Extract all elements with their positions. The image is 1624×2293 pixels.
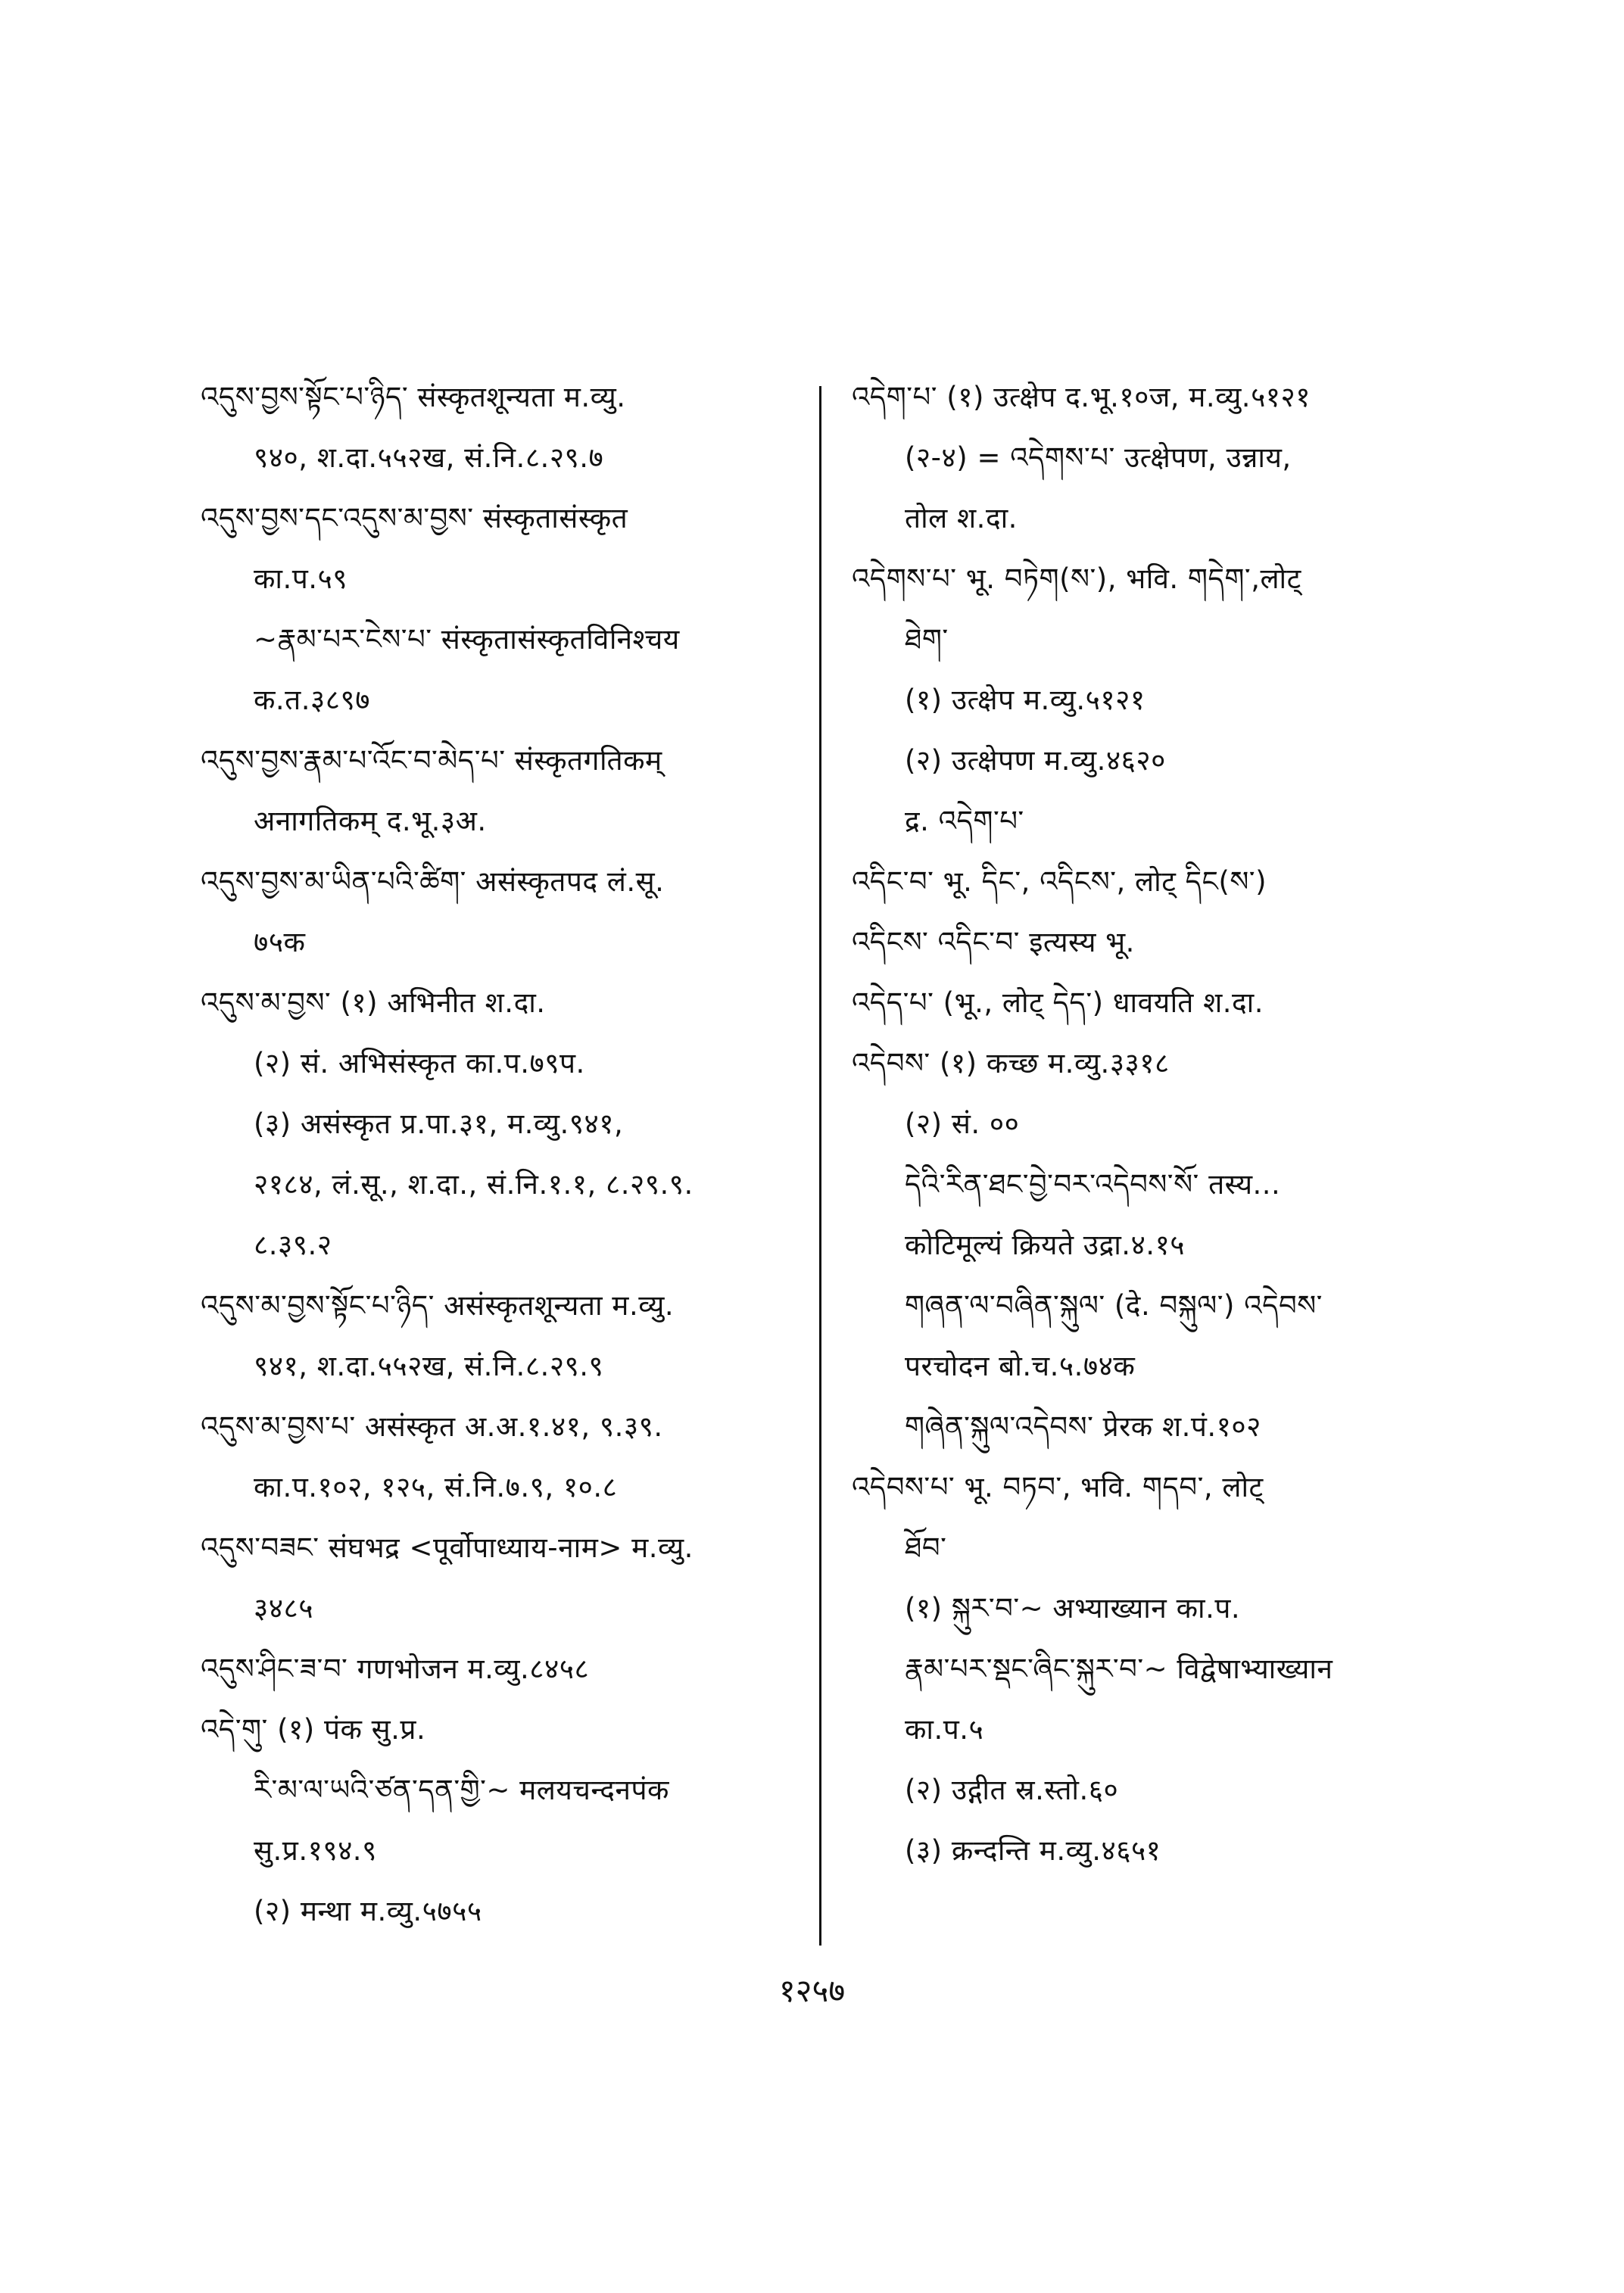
- entry-subline: का.प.१०२, १२५, सं.नि.७.९, १०.८: [254, 1471, 618, 1503]
- entry-headword-line: འདེད་པ་ (भू., लोट् དེད་) धावयति श.दा.: [852, 986, 1264, 1019]
- page-number: १२५७: [778, 1972, 846, 2009]
- entry-subline: ९४१, श.दा.५५२ख, सं.नि.८.२९.९: [254, 1350, 604, 1382]
- left-column: [201, 379, 799, 1953]
- entry-subline: ३४८५: [254, 1592, 313, 1625]
- entry-subline: (२-४) = འདེགས་པ་ उत्क्षेपण, उन्नाय,: [905, 441, 1292, 474]
- entry-headword-line: འདིངས་ འདིང་བ་ इत्यस्य भू.: [852, 926, 1135, 958]
- entry-subline: གཞེན་སྐུལ་འདེབས་ प्रेरक श.पं.१०२: [905, 1410, 1261, 1443]
- entry-subline: परचोदन बो.च.५.७४क: [905, 1350, 1136, 1382]
- entry-headword-line: འདེགས་པ་ भू. བཏེག(ས་), भवि. གདེག་,लोट्: [852, 562, 1301, 595]
- entry-headword-line: འདུས་མ་བྱས་སྟོང་པ་ཉིད་ असंस्कृतशून्यता म.व्यु.: [201, 1289, 675, 1322]
- entry-headword-line: འདུས་མ་བྱས་པ་ असंस्कृत अ.अ.१.४१, ९.३९.: [201, 1410, 663, 1443]
- entry-subline: གཞན་ལ་བཞིན་སྐུལ་ (दे. བསྐུལ་) འདེབས་: [905, 1289, 1323, 1322]
- column-divider: [819, 386, 821, 1946]
- entry-subline: ८.३९.२: [254, 1229, 332, 1261]
- entry-subline: २१८४, लं.सू., श.दा., सं.नि.१.१, ८.२९.९.: [254, 1168, 694, 1201]
- entry-headword-line: འདིང་བ་ भू. དིང་, འདིངས་, लोट् དིང(ས་): [852, 865, 1267, 898]
- entry-headword-line: འདུས་བཟང་ संघभद्र <पूर्वोपाध्याय-नाम> म.व्यु.: [201, 1531, 694, 1564]
- entry-headword-line: འདུས་མ་བྱས་ (१) अभिनीत श.दा.: [201, 986, 546, 1019]
- entry-headword-line: འདུས་བྱས་རྣམ་པ་འོང་བ་མེད་པ་ संस्कृतगतिकम्: [201, 744, 662, 777]
- entry-subline: क.त.३८९७: [254, 684, 370, 716]
- entry-headword-line: འདེ་གུ་ (१) पंक सु.प्र.: [201, 1713, 426, 1746]
- entry-subline: (३) क्रन्दन्ति म.व्यु.४६५१: [905, 1834, 1161, 1867]
- entry-subline: (२) सं. अभिसंस्कृत का.प.७९प.: [254, 1047, 585, 1080]
- entry-subline: सु.प्र.१९४.९: [254, 1834, 377, 1867]
- entry-subline: (२) उत्क्षेपण म.व्यु.४६२०: [905, 744, 1166, 777]
- entry-subline: (१) སྐུར་བ་~ अभ्याख्यान का.प.: [905, 1592, 1241, 1625]
- entry-headword-line: འདེབས་པ་ भू. བཏབ་, भवि. གདབ་, लोट्: [852, 1471, 1264, 1503]
- right-column: [852, 379, 1442, 1893]
- entry-subline: ཐོབ་: [905, 1531, 947, 1564]
- entry-headword-line: འདུས་བྱས་སྟོང་པ་ཉིད་ संस्कृतशून्यता म.व्यु.: [201, 381, 626, 413]
- entry-subline: (२) उद्गीत स्र.स्तो.६०: [905, 1774, 1119, 1806]
- entry-headword-line: འདེག་པ་ (१) उत्क्षेप द.भू.१०ज, म.व्यु.५१२१: [852, 381, 1311, 413]
- entry-subline: अनागतिकम् द.भू.३अ.: [254, 805, 487, 837]
- entry-headword-line: འདེབས་ (१) कच्छ म.व्यु.३३१८: [852, 1047, 1170, 1080]
- entry-subline: कोटिमूल्यं क्रियते उद्रा.४.१५: [905, 1229, 1186, 1261]
- entry-subline: द्र. འདེག་པ་: [905, 805, 1024, 837]
- entry-subline: (२) सं. ००: [905, 1108, 1020, 1140]
- entry-headword-line: འདུས་ཤིང་ཟ་བ་ गणभोजन म.व्यु.८४५८: [201, 1653, 590, 1685]
- entry-subline: (३) असंस्कृत प्र.पा.३१, म.व्यु.९४१,: [254, 1108, 624, 1140]
- entry-subline: དེའི་རིན་ཐང་བྱེ་བར་འདེབས་སོ་ तस्य...: [905, 1168, 1281, 1201]
- entry-subline: ~རྣམ་པར་ངེས་པ་ संस्कृतासंस्कृतविनिश्चय: [254, 623, 680, 656]
- entry-subline: ཐེག་: [905, 623, 949, 656]
- entry-subline: (२) मन्था म.व्यु.५७५५: [254, 1895, 482, 1927]
- entry-headword-line: འདུས་བྱས་མ་ཡིན་པའི་ཚིག་ असंस्कृतपद लं.सू.: [201, 865, 665, 898]
- entry-subline: རྣམ་པར་སྡང་ཞིང་སྐུར་བ་~ विद्वेषाभ्याख्यान: [905, 1653, 1333, 1685]
- entry-headword-line: འདུས་བྱས་དང་འདུས་མ་བྱས་ संस्कृतासंस्कृत: [201, 502, 628, 534]
- entry-subline: (१) उत्क्षेप म.व्यु.५१२१: [905, 684, 1146, 716]
- entry-subline: རི་མ་ལ་ཡའི་ཙན་དན་གྱི་~ मलयचन्दनपंक: [254, 1774, 669, 1806]
- entry-subline: ९४०, श.दा.५५२ख, सं.नि.८.२९.७: [254, 441, 604, 474]
- entry-subline: तोल श.दा.: [905, 502, 1018, 534]
- entry-subline: ७५क: [254, 926, 306, 958]
- entry-subline: का.प.५: [905, 1713, 984, 1746]
- entry-subline: का.प.५९: [254, 562, 348, 595]
